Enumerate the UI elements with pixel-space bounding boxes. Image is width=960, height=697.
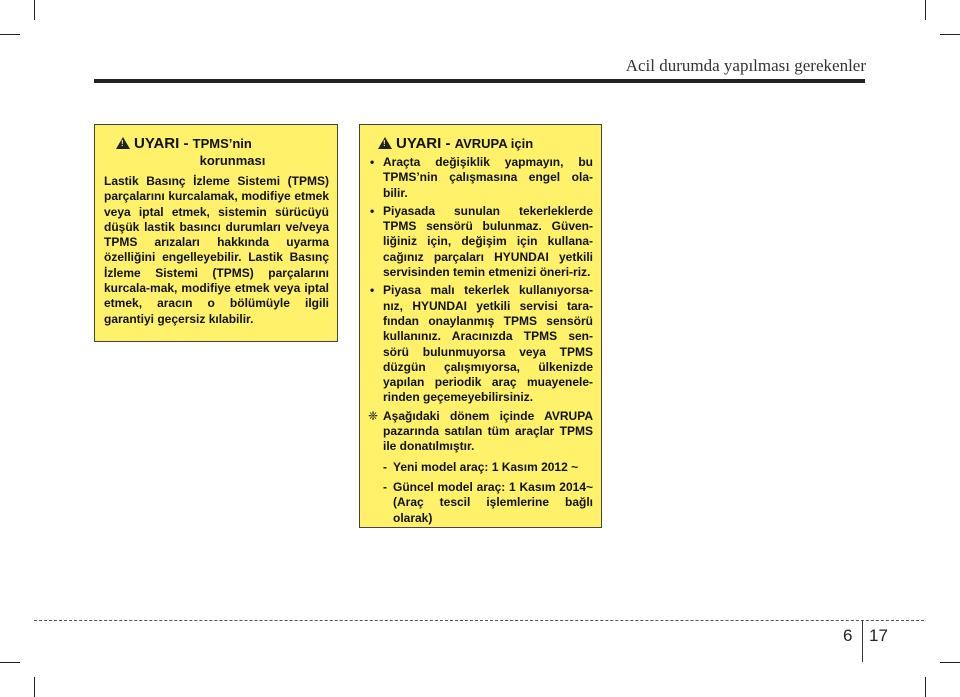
crop-mark bbox=[34, 0, 35, 20]
crop-mark bbox=[0, 34, 20, 35]
warning-subtitle-line2: korunması bbox=[199, 153, 266, 168]
crop-mark bbox=[940, 662, 960, 663]
crop-mark bbox=[0, 662, 20, 663]
warning-triangle-icon bbox=[378, 137, 392, 149]
note bbox=[368, 409, 593, 455]
list-item: - Güncel model araç: 1 Kasım 2014~ (Araç tescil işlemlerine bağlı olarak) bbox=[383, 479, 593, 525]
warning-body: Lastik Basınç İzleme Sistemi (TPMS) parçalarını kurcalamak, modifiye etmek veya iptal etmek, sistemin sürücüyü düşük lastik basıncı durumları ve/veya TPMS arızaları hakkında uyarma özelliğini engelleyebilir. Lastik Basınç İzleme Sistemi (TPMS) parçalarını kurcala-mak, modifiye etmek veya iptal etmek, aracın o bölümüyle ilgili garantiyi geçersiz kılabilir. bbox=[104, 174, 329, 326]
list-item: • Piyasa malı tekerlek kullanıyorsa-nız, HYUNDAI yetkili servisi tara-fından onaylanmış TPMS sensörü kullanınız. Aracınızda TPMS sen-sörü bulunmuyorsa veya TPMS düzgün çalışmıyorsa, ülkenizde yapılan periodik araç muayenele-rinden geçemeyebilirsiniz. bbox=[368, 283, 593, 405]
note-mark-icon: ❈ bbox=[368, 408, 379, 423]
list-item: - Yeni model araç: 1 Kasım 2012 ~ bbox=[383, 459, 579, 474]
page-number: 17 bbox=[869, 626, 888, 645]
section-title: Acil durumda yapılması gerekenler bbox=[625, 56, 866, 75]
warning-title: !UYARI - TPMS’nin bbox=[104, 135, 329, 152]
warning-title: !UYARI - AVRUPA için bbox=[368, 135, 593, 152]
crop-mark bbox=[34, 677, 35, 697]
warning-box-europe bbox=[359, 124, 602, 528]
warning-label: UYARI bbox=[134, 135, 180, 152]
header-rule bbox=[94, 79, 865, 83]
list-item: • Araçta değişiklik yapmayın, bu TPMS’nin çalışmasına engel ola-bilir. bbox=[368, 155, 593, 201]
crop-mark bbox=[940, 34, 960, 35]
warning-subtitle: TPMS’nin bbox=[192, 136, 252, 151]
crop-mark bbox=[925, 677, 926, 697]
warning-bullet-list bbox=[368, 155, 593, 406]
note-text: Aşağıdaki dönem içinde AVRUPA pazarında satılan tüm araçlar TPMS ile donatılmıştır. bbox=[383, 408, 593, 454]
warning-box-tpms bbox=[94, 124, 338, 342]
warning-label: UYARI bbox=[396, 135, 442, 152]
chapter-number: 6 bbox=[843, 626, 853, 645]
footer-rule bbox=[34, 620, 924, 621]
warning-triangle-icon bbox=[116, 137, 130, 149]
page-number-separator bbox=[862, 620, 863, 662]
crop-mark bbox=[925, 0, 926, 20]
list-item: • Piyasada sunulan tekerleklerde TPMS sensörü bulunmaz. Güven-liğiniz için, değişim için kullana-cağınız parçaları HYUNDAI yetkili servisinden temin etmenizi öneri-riz. bbox=[368, 204, 593, 280]
warning-subtitle: AVRUPA için bbox=[454, 136, 534, 151]
